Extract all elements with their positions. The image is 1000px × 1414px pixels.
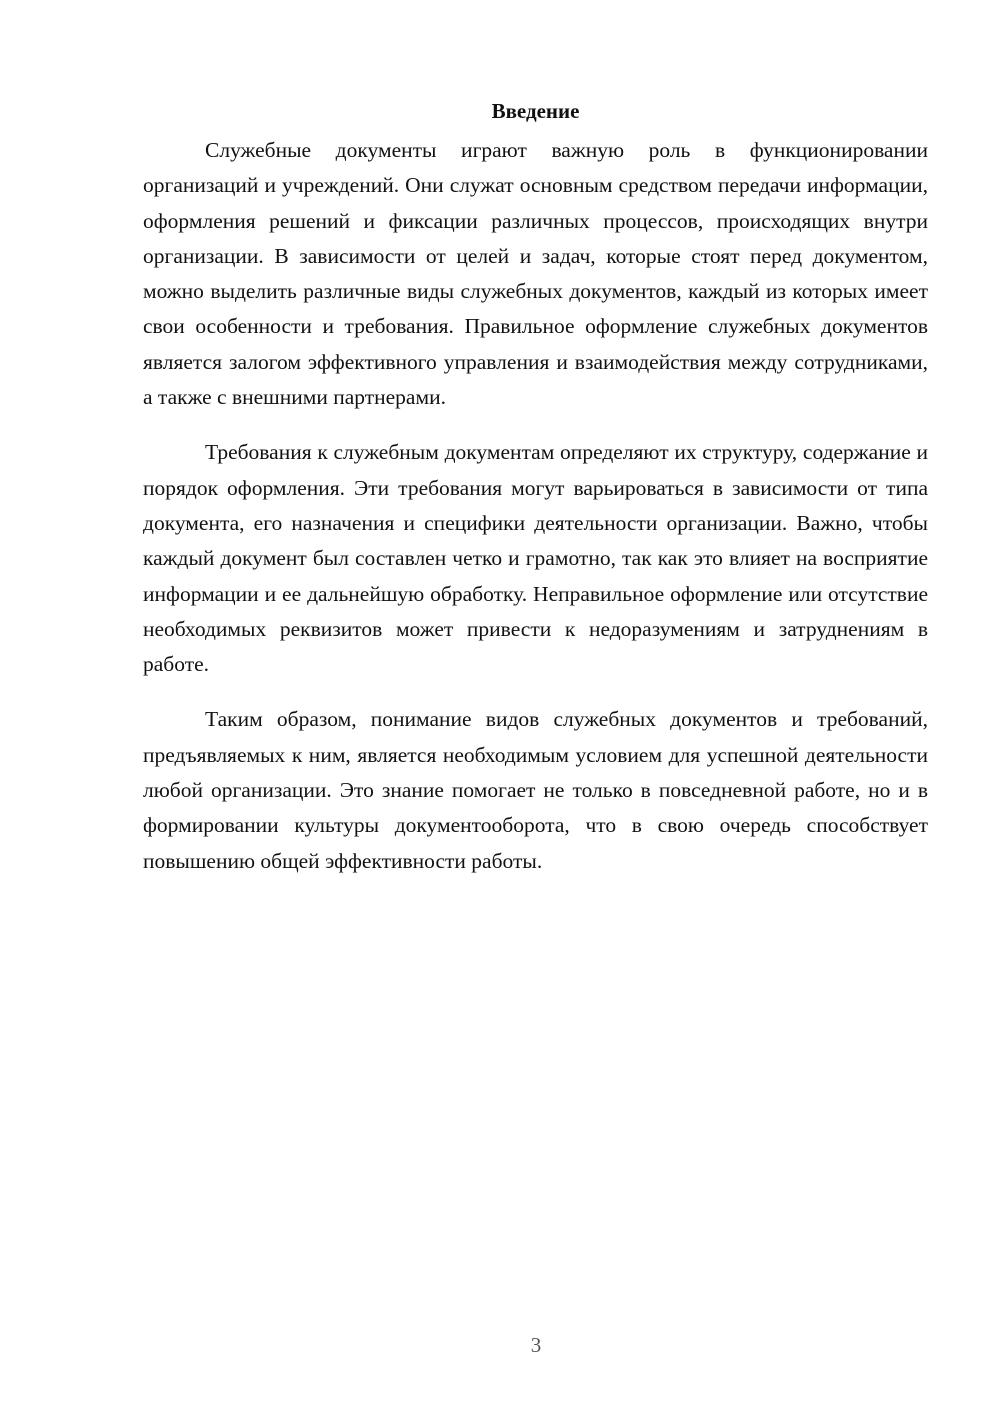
paragraph-2: Требования к служебным документам определяют их структуру, содержание и порядок оформления. Эти требования могут варьироваться в зависимости от типа документа, его назначения и специфики деятельности организации. Важно, чтобы каждый документ был составлен четко и грамотно, так как это влияет на восприятие информации и ее дальнейшую обработку. Неправильное оформление или отсутствие необходимых реквизитов может привести к недоразумениям и затруднениям в работе. <box>143 440 928 677</box>
page-content <box>143 93 928 899</box>
page-number: 3 <box>530 1333 542 1357</box>
page-title: Введение <box>491 99 580 123</box>
paragraph-3: Таким образом, понимание видов служебных документов и требований, предъявляемых к ним, является необходимым условием для успешной деятельности любой организации. Это знание помогает не только в повседневной работе, но и в формировании культуры документооборота, что в свою очередь способствует повышению общей эффективности работы. <box>143 707 928 873</box>
paragraph-1: Служебные документы играют важную роль в функционировании организаций и учреждений. Они служат основным средством передачи информации, оформления решений и фиксации различных процессов, происходящих внутри организации. В зависимости от целей и задач, которые стоят перед документом, можно выделить различные виды служебных документов, каждый из которых имеет свои особенности и требования. Правильное оформление служебных документов является залогом эффективного управления и взаимодействия между сотрудниками, а также с внешними партнерами. <box>143 138 928 410</box>
